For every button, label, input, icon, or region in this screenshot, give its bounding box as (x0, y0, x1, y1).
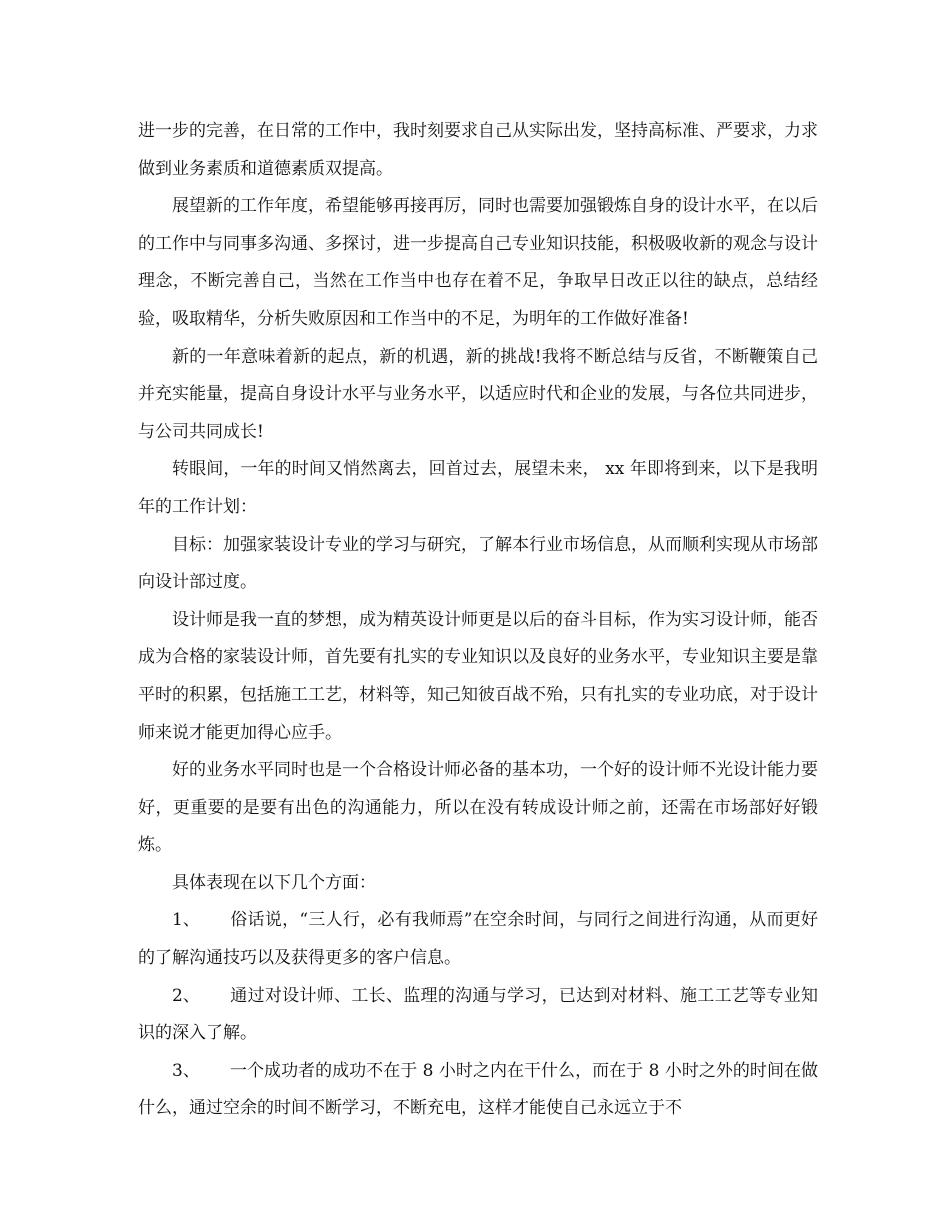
document-body (138, 113, 818, 1128)
list-item-3 (138, 1053, 818, 1128)
list-number: 3、 (172, 1060, 200, 1081)
list-item-1 (138, 902, 818, 977)
paragraph-8: 具体表现在以下几个方面： (172, 872, 376, 893)
paragraph-4: 转眼间，一年的时间又悄然离去，回首过去，展望未来， xx 年即将到来，以下是我明年的工作计划： (138, 459, 818, 517)
paragraph-1: 进一步的完善，在日常的工作中，我时刻要求自己从实际出发，坚持高标准、严要求，力求做到业务素质和道德素质双提高。 (138, 121, 818, 179)
list-number: 2、 (172, 985, 200, 1006)
paragraph-5: 目标：加强家装设计专业的学习与研究，了解本行业市场信息，从而顺利实现从市场部向设计部过度。 (138, 534, 818, 593)
list-number: 1、 (172, 910, 200, 931)
list-item-text: 俗话说，“三人行，必有我师焉”在空余时间，与同行之间进行沟通，从而更好的了解沟通技巧以及获得更多的客户信息。 (138, 910, 818, 969)
list-item-2 (138, 978, 818, 1053)
paragraph-6: 设计师是我一直的梦想，成为精英设计师更是以后的奋斗目标，作为实习设计师，能否成为合格的家装设计师，首先要有扎实的专业知识以及良好的业务水平，专业知识主要是靠平时的积累，包括施工工艺，材料等，知己知彼百战不殆，只有扎实的专业功底，对于设计师来说才能更加得心应手。 (138, 609, 818, 743)
list-item-text: 一个成功者的成功不在于 8 小时之内在干什么，而在于 8 小时之外的时间在做什么，通过空余的时间不断学习，不断充电，这样才能使自己永远立于不 (138, 1060, 818, 1119)
paragraph-2: 展望新的工作年度，希望能够再接再厉，同时也需要加强锻炼自身的设计水平，在以后的工作中与同事多沟通、多探讨，进一步提高自己专业知识技能，积极吸收新的观念与设计理念，不断完善自己，当然在工作当中也存在着不足，争取早日改正以往的缺点，总结经验，吸取精华，分析失败原因和工作当中的不足，为明年的工作做好准备! (138, 196, 818, 329)
paragraph-3: 新的一年意味着新的起点，新的机遇，新的挑战!我将不断总结与反省，不断鞭策自己并充实能量，提高自身设计水平与业务水平，以适应时代和企业的发展，与各位共同进步，与公司共同成长! (138, 346, 818, 442)
list-item-text: 通过对设计师、工长、监理的沟通与学习，已达到对材料、施工工艺等专业知识的深入了解。 (138, 985, 818, 1044)
paragraph-7: 好的业务水平同时也是一个合格设计师必备的基本功，一个好的设计师不光设计能力要好，更重要的是要有出色的沟通能力，所以在没有转成设计师之前，还需在市场部好好锻炼。 (138, 760, 818, 856)
